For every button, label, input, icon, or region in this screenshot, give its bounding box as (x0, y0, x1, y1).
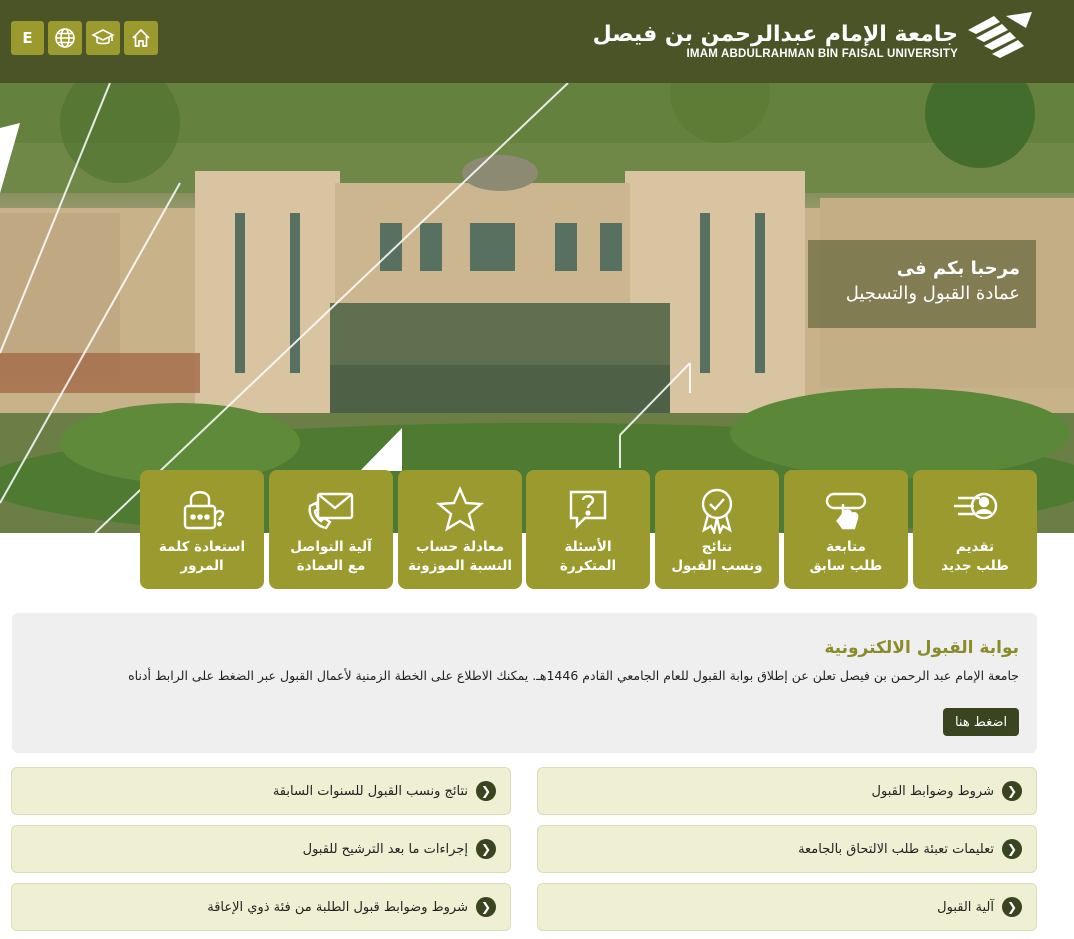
language-label: E (22, 29, 33, 47)
chevron-left-icon: ❮ (1002, 897, 1022, 917)
top-icon-group (11, 21, 158, 55)
chevron-left-icon: ❮ (476, 781, 496, 801)
tile-line-1: الأسئلة (564, 539, 612, 555)
service-tiles (140, 470, 1037, 589)
link-label: إجراءات ما بعد الترشيح للقبول (302, 841, 468, 857)
link-label: نتائج ونسب القبول للسنوات السابقة (272, 783, 468, 799)
link-label: آلية القبول (937, 899, 994, 915)
language-english-button[interactable] (11, 21, 44, 55)
tile-line-2: المتكررة (559, 558, 617, 574)
tile-new-application[interactable] (913, 470, 1037, 589)
tile-line-2: النسبة الموزونة (408, 558, 512, 574)
tile-weighted-ratio[interactable] (398, 470, 522, 589)
link-previous-results[interactable] (11, 767, 511, 815)
faq-chat-icon (563, 484, 613, 534)
chevron-left-icon: ❮ (1002, 839, 1022, 859)
tile-password-recovery[interactable] (140, 470, 264, 589)
tile-line-1: متابعة (826, 539, 866, 555)
welcome-box (808, 240, 1036, 328)
university-name-english: IMAM ABDULRAHMAN BIN FAISAL UNIVERSITY (686, 48, 958, 60)
link-admission-conditions[interactable] (537, 767, 1037, 815)
mail-phone-icon (306, 484, 356, 534)
results-badge-icon (692, 484, 742, 534)
chevron-left-icon: ❮ (1002, 781, 1022, 801)
home-button[interactable] (124, 21, 158, 55)
tile-line-2: مع العمادة (296, 558, 366, 574)
click-here-button[interactable]: اضغط هنا (943, 708, 1019, 736)
tile-faq[interactable] (526, 470, 650, 589)
top-header (0, 0, 1074, 83)
graduation-button[interactable] (86, 21, 120, 55)
apply-request-icon (950, 484, 1000, 534)
link-label: شروط وضوابط قبول الطلبة من فئة ذوي الإعاقة (207, 899, 468, 915)
star-icon (435, 484, 485, 534)
university-logo[interactable] (592, 10, 1036, 70)
tile-line-2: طلب سابق (809, 558, 883, 574)
link-label: تعليمات تعبئة طلب الالتحاق بالجامعة (798, 841, 994, 857)
link-post-nomination-procedures[interactable] (11, 825, 511, 873)
announcement-text: جامعة الإمام عبد الرحمن بن فيصل تعلن عن إطلاق بوابة القبول للعام الجامعي القادم 1446هـ. يمكنك الاطلاع على الخطة الزمنية لأعمال القبول عبر الضغط على الرابط أدناه (128, 668, 1019, 683)
link-admission-mechanism[interactable] (537, 883, 1037, 931)
tile-line-2: المرور (180, 558, 224, 574)
welcome-line-2: عمادة القبول والتسجيل (845, 283, 1020, 304)
link-disability-admission-conditions[interactable] (11, 883, 511, 931)
tile-follow-up[interactable] (784, 470, 908, 589)
tile-line-1: استعادة كلمة (158, 539, 246, 555)
link-label: شروط وضوابط القبول (871, 783, 994, 799)
hero-banner (0, 83, 1074, 533)
welcome-line-1: مرحبا بكم فى (896, 258, 1020, 279)
graduation-cap-icon (91, 27, 115, 49)
tile-line-2: طلب جديد (941, 558, 1009, 574)
chevron-left-icon: ❮ (476, 897, 496, 917)
admission-portal-announcement (12, 613, 1037, 753)
tile-admission-results[interactable] (655, 470, 779, 589)
announcement-title: بوابة القبول الالكترونية (824, 638, 1019, 658)
chevron-left-icon: ❮ (476, 839, 496, 859)
tile-line-1: آلية التواصل (290, 539, 372, 555)
globe-icon (54, 27, 76, 49)
tile-line-1: معادلة حساب (415, 539, 505, 555)
follow-up-touch-icon (821, 484, 871, 534)
tile-line-2: ونسب القبول (671, 558, 763, 574)
university-name-arabic: جامعة الإمام عبدالرحمن بن فيصل (592, 22, 958, 47)
tile-line-1: تقديم (955, 539, 995, 555)
globe-button[interactable] (48, 21, 82, 55)
university-logo-mark-icon (966, 10, 1036, 70)
tile-line-1: نتائج (701, 539, 733, 555)
link-application-instructions[interactable] (537, 825, 1037, 873)
home-icon (130, 27, 152, 49)
tile-contact[interactable] (269, 470, 393, 589)
lock-password-icon (177, 484, 227, 534)
